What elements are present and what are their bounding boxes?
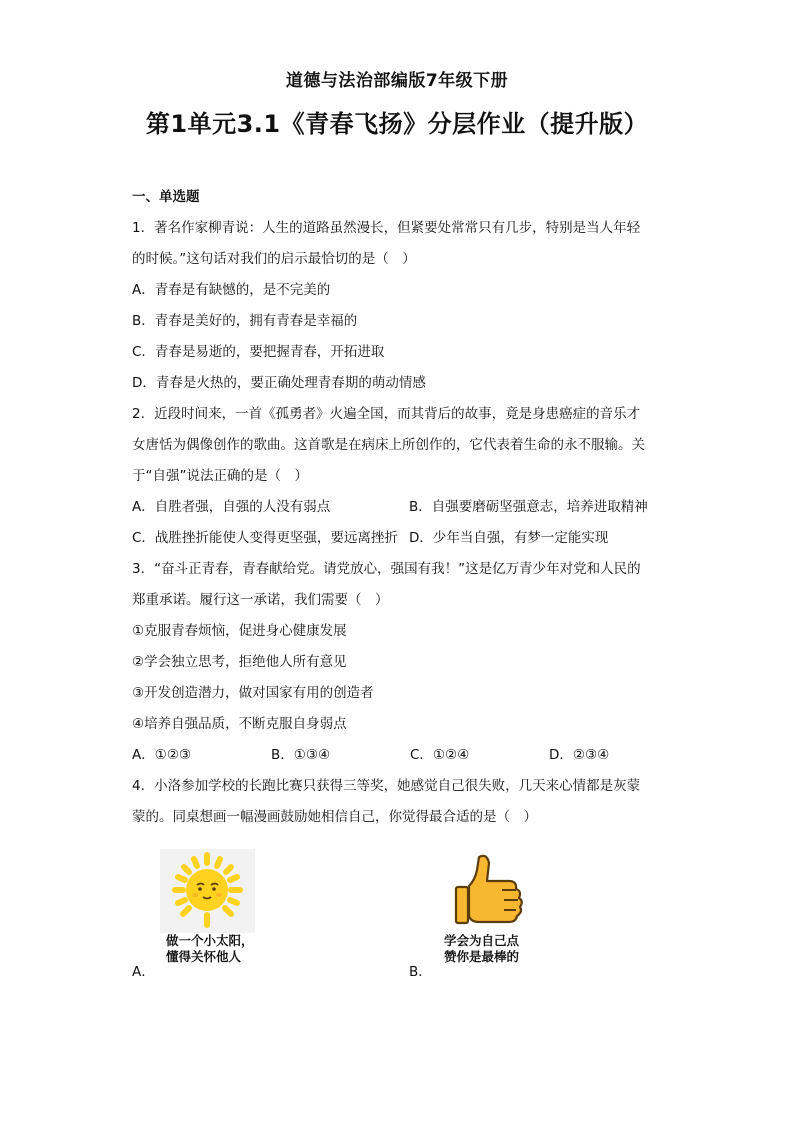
option-b-letter[interactable]: B． [409,964,432,980]
statement-item: ③开发创造潜力，做对国家有用的创造者 [132,685,374,701]
caption-line: 赞你是最棒的 [444,949,520,964]
statement-item: ①克服青春烦恼，促进身心健康发展 [132,623,347,639]
question-2 [132,399,666,554]
question-text: 郑重承诺。履行这一承诺，我们需要（ ） [132,592,389,608]
option-c[interactable]: C．战胜挫折能使人变得更坚强，要远离挫折 [132,530,398,546]
statement-item: ④培养自强品质，不断克服自身弱点 [132,716,347,732]
option-c[interactable]: C．①②④ [410,747,470,763]
caption-line: 懂得关怀他人 [166,949,242,964]
question-text: 1．著名作家柳青说：人生的道路虽然漫长，但紧要处常常只有几步，特别是当人年轻 [132,220,641,236]
option-b-figure[interactable] [434,849,544,964]
option-b[interactable]: B．青春是美好的，拥有青春是幸福的 [132,313,358,329]
option-b[interactable]: B．自强要磨砺坚强意志，培养进取精神 [409,499,648,515]
question-text: 4．小洛参加学校的长跑比赛只获得三等奖，她感觉自己很失败，几天来心情都是灰蒙 [132,778,641,794]
option-b-caption [444,933,564,965]
option-row [132,492,666,523]
option-b[interactable]: B．①③④ [271,747,331,763]
question-text: 的时候。”这句话对我们的启示最恰切的是（ ） [132,251,416,267]
option-a-letter[interactable]: A． [132,964,155,980]
option-a[interactable]: A．青春是有缺憾的，是不完美的 [132,282,331,298]
option-a-caption [166,933,286,965]
sun-icon [160,849,255,933]
thumbs-up-icon [434,849,544,933]
figure-options [132,849,666,989]
option-a-figure[interactable] [160,849,255,964]
option-d[interactable]: D．青春是火热的，要正确处理青春期的萌动情感 [132,375,426,391]
option-c[interactable]: C．青春是易逝的，要把握青春，开拓进取 [132,344,385,360]
document-subtitle: 道德与法治部编版7年级下册 [285,71,509,91]
question-text: 3．“奋斗正青春，青春献给党。请党放心，强国有我！”这是亿万青少年对党和人民的 [132,561,641,577]
option-d[interactable]: D．②③④ [549,747,610,763]
question-text: 于“自强”说法正确的是（ ） [132,468,308,484]
section-heading: 一、单选题 [132,189,200,205]
option-d[interactable]: D．少年当自强，有梦一定能实现 [409,530,609,546]
question-text: 女唐恬为偶像创作的歌曲。这首歌是在病床上所创作的，它代表着生命的永不服输。关 [132,437,645,453]
question-3 [132,554,666,771]
worksheet-content [132,182,666,989]
option-a[interactable]: A．①②③ [132,747,192,763]
option-a[interactable]: A．自胜者强，自强的人没有弱点 [132,499,331,515]
option-row [132,523,666,554]
question-text: 蒙的。同桌想画一幅漫画鼓励她相信自己，你觉得最合适的是（ ） [132,809,537,825]
question-4 [132,771,666,989]
caption-line: 做一个小太阳， [166,933,254,948]
question-1 [132,213,666,399]
question-text: 2．近段时间来，一首《孤勇者》火遍全国，而其背后的故事，竟是身患癌症的音乐才 [132,406,641,422]
caption-line: 学会为自己点 [444,933,520,948]
option-row [132,740,666,771]
document-title: 第1单元3.1《青春飞扬》分层作业（提升版） [145,110,649,138]
statement-item: ②学会独立思考，拒绝他人所有意见 [132,654,347,670]
